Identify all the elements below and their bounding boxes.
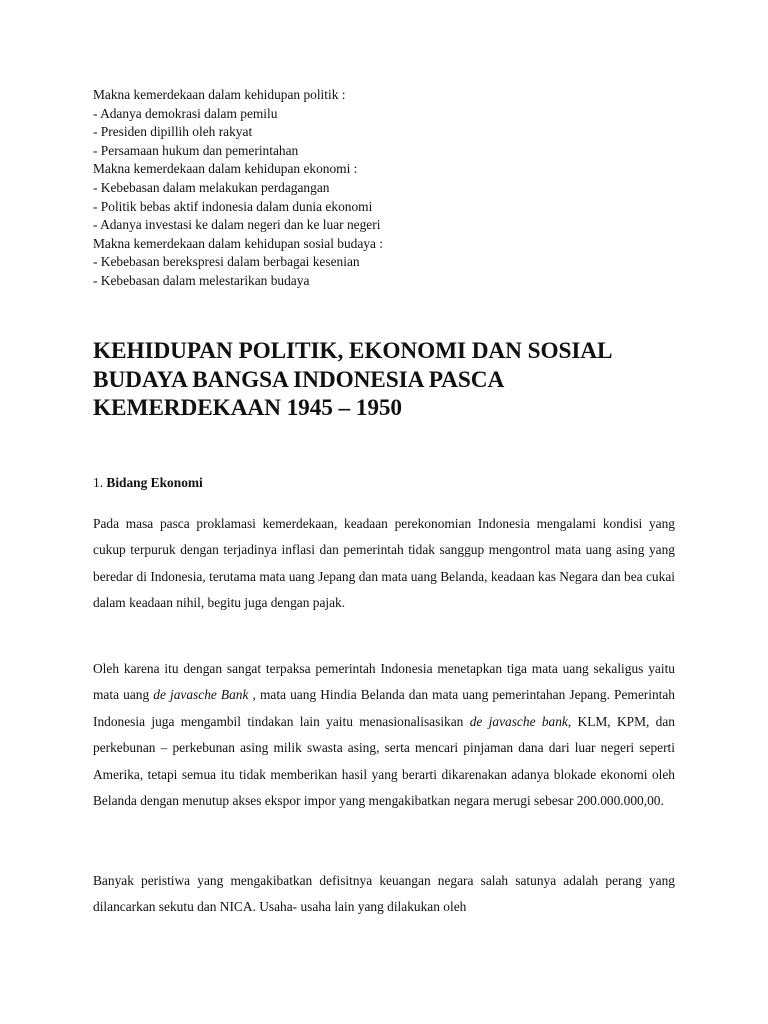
list-item: - Presiden dipillih oleh rakyat (93, 124, 253, 140)
paragraph-currency-policy (93, 656, 675, 814)
document-title (93, 337, 675, 423)
list-heading-sosial-budaya: Makna kemerdekaan dalam kehidupan sosial budaya : (93, 235, 384, 251)
list-item: - Kebebasan dalam melestarikan budaya (93, 272, 310, 288)
list-heading-politik: Makna kemerdekaan dalam kehidupan politik : (93, 87, 346, 102)
document-page (93, 86, 675, 915)
title-line: BUDAYA BANGSA INDONESIA PASCA (93, 366, 505, 393)
list-item: - Kebebasan dalam melakukan perdagangan (93, 179, 330, 195)
italic-term: de javasche Bank (153, 687, 249, 703)
list-heading-ekonomi: Makna kemerdekaan dalam kehidupan ekonomi : (93, 161, 358, 177)
text-run: Oleh karena itu dengan sangat terpaksa pemerintah Indonesia menetapkan tiga mata uang sekaligus yaitu mata uang (93, 661, 675, 703)
italic-term: de javasche bank (469, 713, 568, 729)
list-item: - Kebebasan berekspresi dalam berbagai kesenian (93, 254, 360, 270)
list-item: - Persamaan hukum dan pemerintahan (93, 142, 299, 158)
section-number: 1. (93, 475, 107, 490)
paragraph-deficit: Banyak peristiwa yang mengakibatkan defisitnya keuangan negara salah satunya adalah perang yang dilancarkan sekutu dan NICA. Usaha- usaha lain yang dilakukan oleh (93, 873, 675, 915)
list-item: - Adanya demokrasi dalam pemilu (93, 105, 278, 121)
meaning-of-independence-list (93, 86, 675, 291)
section-heading-bidang-ekonomi (93, 474, 203, 492)
title-line: KEMERDEKAAN 1945 – 1950 (93, 395, 402, 421)
text-run: , KLM, KPM, dan perkebunan – perkebunan asing milik swasta asing, serta mencari pinjaman dana dari luar negeri seperti Amerika, tetapi semua itu tidak memberikan hasil yang berarti dikarenakan adanya blokade ekonomi oleh Belanda dengan menutup akses ekspor impor yang mengakibatkan negara merugi sebesar 200.000.000,00. (93, 713, 675, 809)
list-item: - Politik bebas aktif indonesia dalam dunia ekonomi (93, 198, 373, 214)
text-run: , mata uang Hindia Belanda dan mata uang pemerintahan Jepang. Pemerintah Indonesia juga mengambil tindakan lain yaitu menasionalisasikan (93, 687, 675, 729)
title-line: KEHIDUPAN POLITIK, EKONOMI DAN SOSIAL (93, 338, 613, 364)
list-item: - Adanya investasi ke dalam negeri dan ke luar negeri (93, 217, 381, 233)
section-label: Bidang Ekonomi (106, 475, 203, 490)
paragraph-economic-condition: Pada masa pasca proklamasi kemerdekaan, keadaan perekonomian Indonesia mengalami kondisi yang cukup terpuruk dengan terjadinya inflasi dan pemerintah tidak sanggup mengontrol mata uang asing yang beredar di Indonesia, terutama mata uang Jepang dan mata uang Belanda, keadaan kas Negara dan bea cukai dalam keadaan nihil, begitu juga dengan pajak. (93, 516, 675, 611)
